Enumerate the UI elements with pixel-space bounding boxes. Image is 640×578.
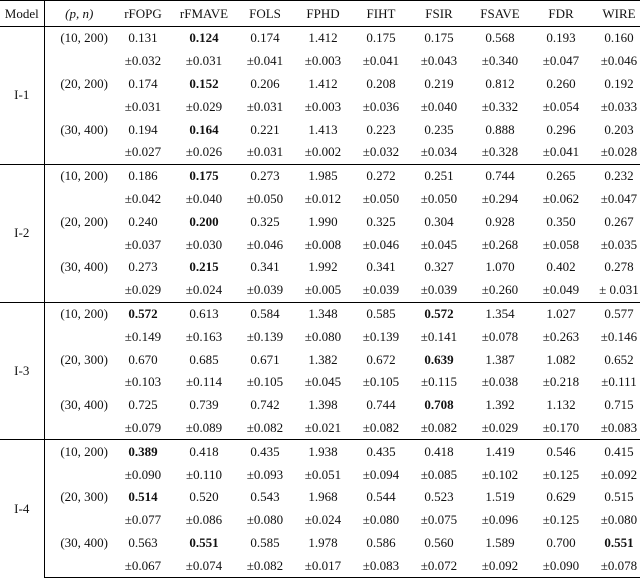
mean-cell: 0.402 — [546, 259, 576, 275]
sd-cell: ±0.047 — [542, 53, 580, 69]
mean-row — [0, 210, 640, 233]
mean-cell: 0.568 — [485, 30, 515, 46]
sd-cell: ±0.027 — [124, 144, 162, 160]
mean-cell: 0.124 — [189, 30, 219, 46]
mean-cell: 0.670 — [128, 351, 158, 367]
pn-label: (30, 400) — [60, 121, 108, 137]
sd-cell: ±0.008 — [304, 236, 342, 252]
pn-label — [44, 95, 114, 118]
sd-cell: ±0.003 — [304, 53, 342, 69]
sd-cell: ±0.080 — [600, 512, 638, 528]
sd-cell: ±0.031 — [246, 144, 284, 160]
sd-row — [0, 95, 640, 118]
sd-cell: ±0.139 — [362, 328, 400, 344]
mean-cell: 0.514 — [128, 489, 158, 505]
mean-cell: 0.267 — [604, 213, 634, 229]
mean-cell: 0.715 — [604, 397, 634, 413]
pn-label: (10, 200) — [44, 302, 114, 325]
mean-cell: 0.739 — [189, 397, 219, 413]
pn-label: (30, 400) — [60, 259, 108, 275]
mean-cell: 0.418 — [172, 440, 236, 463]
sd-cell: ±0.024 — [304, 512, 342, 528]
sd-cell: ±0.067 — [114, 554, 172, 577]
mean-cell: 1.589 — [485, 534, 515, 550]
sd-cell: ±0.093 — [246, 466, 284, 482]
sd-cell: ±0.085 — [420, 466, 458, 482]
mean-cell: 0.572 — [410, 302, 468, 325]
sd-cell: ±0.040 — [185, 190, 223, 206]
pn-label: (10, 200) — [44, 164, 114, 187]
pn-label — [44, 233, 114, 256]
header-cell: FSAVE — [480, 5, 520, 21]
mean-cell: 0.928 — [485, 213, 515, 229]
mean-cell: 0.215 — [189, 259, 219, 275]
sd-cell: ±0.080 — [246, 512, 284, 528]
mean-row — [0, 302, 640, 325]
mean-row — [0, 256, 640, 279]
mean-cell: 0.174 — [128, 75, 158, 91]
sd-cell: ±0.082 — [362, 419, 400, 435]
mean-cell: 0.543 — [250, 489, 280, 505]
pn-label — [44, 463, 114, 486]
sd-row — [0, 141, 640, 164]
mean-cell: 0.304 — [424, 213, 454, 229]
mean-cell: 0.613 — [172, 302, 236, 325]
mean-cell: 0.350 — [546, 213, 576, 229]
pn-label: (30, 400) — [60, 534, 108, 550]
sd-row — [0, 371, 640, 394]
mean-cell: 1.354 — [468, 302, 532, 325]
pn-label — [44, 371, 114, 394]
sd-cell: ±0.149 — [124, 328, 162, 344]
mean-cell: 0.725 — [128, 397, 158, 413]
sd-cell: ±0.086 — [185, 512, 223, 528]
mean-cell: 0.240 — [128, 213, 158, 229]
mean-cell: 0.194 — [128, 121, 158, 137]
sd-cell: ±0.079 — [124, 419, 162, 435]
pn-label — [44, 509, 114, 532]
header-cell: FIHT — [366, 5, 396, 21]
header-cell: FSIR — [425, 5, 453, 21]
mean-cell: 0.219 — [424, 75, 454, 91]
mean-cell: 0.629 — [546, 489, 576, 505]
sd-cell: ± 0.031 — [599, 282, 639, 298]
mean-cell: 0.327 — [424, 259, 454, 275]
model-group — [0, 302, 640, 440]
sd-cell: ±0.041 — [362, 53, 400, 69]
sd-cell: ±0.040 — [420, 98, 458, 114]
mean-cell: 0.174 — [250, 30, 280, 46]
sd-cell: ±0.021 — [304, 419, 342, 435]
mean-cell: 1.027 — [532, 302, 590, 325]
sd-cell: ±0.075 — [420, 512, 458, 528]
mean-cell: 0.585 — [250, 534, 280, 550]
mean-cell: 0.560 — [424, 534, 454, 550]
sd-cell: ±0.039 — [246, 282, 284, 298]
mean-cell: 1.348 — [294, 302, 352, 325]
sd-cell: ±0.074 — [172, 554, 236, 577]
mean-row — [0, 348, 640, 371]
sd-cell: ±0.031 — [124, 98, 162, 114]
sd-cell: ±0.083 — [600, 419, 638, 435]
mean-cell: 1.382 — [308, 351, 338, 367]
sd-cell: ±0.089 — [185, 419, 223, 435]
pn-label — [44, 554, 114, 577]
mean-cell: 0.325 — [250, 213, 280, 229]
sd-cell: ±0.050 — [362, 190, 400, 206]
sd-cell: ±0.080 — [304, 328, 342, 344]
sd-cell: ±0.032 — [362, 144, 400, 160]
sd-cell: ±0.054 — [542, 98, 580, 114]
mean-cell: 0.325 — [366, 213, 396, 229]
sd-cell: ±0.096 — [481, 512, 519, 528]
sd-cell: ±0.031 — [246, 98, 284, 114]
mean-cell: 0.265 — [532, 164, 590, 187]
sd-cell: ±0.115 — [421, 374, 457, 390]
mean-cell: 0.671 — [250, 351, 280, 367]
sd-cell: ±0.125 — [542, 512, 580, 528]
mean-cell: 0.175 — [366, 30, 396, 46]
mean-cell: 1.398 — [308, 397, 338, 413]
sd-cell: ±0.002 — [304, 144, 342, 160]
sd-cell: ±0.030 — [185, 236, 223, 252]
mean-cell: 0.208 — [366, 75, 396, 91]
sd-cell: ±0.294 — [481, 190, 519, 206]
sd-row — [0, 233, 640, 256]
mean-cell: 0.742 — [250, 397, 280, 413]
mean-cell: 0.551 — [189, 534, 219, 550]
sd-cell: ±0.041 — [542, 144, 580, 160]
sd-cell: ±0.163 — [185, 328, 223, 344]
mean-cell: 1.978 — [308, 534, 338, 550]
sd-row — [0, 279, 640, 302]
mean-cell: 0.546 — [532, 440, 590, 463]
sd-cell: ±0.043 — [420, 53, 458, 69]
mean-cell: 0.131 — [128, 30, 158, 46]
sd-cell: ±0.036 — [362, 98, 400, 114]
sd-row — [0, 417, 640, 440]
sd-cell: ±0.090 — [124, 466, 162, 482]
sd-cell: ±0.039 — [420, 282, 458, 298]
sd-cell: ±0.110 — [186, 466, 222, 482]
mean-cell: 1.413 — [308, 121, 338, 137]
mean-cell: 0.200 — [189, 213, 219, 229]
mean-cell: 0.744 — [366, 397, 396, 413]
mean-cell: 0.551 — [604, 534, 634, 550]
pn-label: (10, 200) — [44, 440, 114, 463]
sd-cell: ±0.037 — [124, 236, 162, 252]
sd-cell: ±0.078 — [590, 554, 640, 577]
header-cell: rFOPG — [124, 5, 162, 21]
sd-cell: ±0.139 — [246, 328, 284, 344]
sd-cell: ±0.003 — [304, 98, 342, 114]
sd-cell: ±0.328 — [481, 144, 519, 160]
sd-cell: ±0.080 — [362, 512, 400, 528]
mean-cell: 0.186 — [114, 164, 172, 187]
mean-cell: 0.685 — [189, 351, 219, 367]
sd-cell: ±0.045 — [304, 374, 342, 390]
mean-cell: 0.563 — [128, 534, 158, 550]
mean-cell: 0.232 — [590, 164, 640, 187]
mean-row — [0, 532, 640, 555]
mean-cell: 0.652 — [604, 351, 634, 367]
header-cell: FPHD — [306, 5, 340, 21]
sd-cell: ±0.263 — [542, 328, 580, 344]
sd-cell: ±0.268 — [481, 236, 519, 252]
sd-cell: ±0.031 — [185, 53, 223, 69]
sd-cell: ±0.094 — [362, 466, 400, 482]
header-cell: FOLS — [249, 5, 281, 21]
mean-cell: 0.708 — [424, 397, 454, 413]
sd-cell: ±0.077 — [124, 512, 162, 528]
mean-cell: 0.415 — [590, 440, 640, 463]
sd-cell: ±0.042 — [124, 190, 162, 206]
pn-label: (20, 300) — [60, 351, 108, 367]
sd-cell: ±0.039 — [362, 282, 400, 298]
sd-cell: ±0.033 — [600, 98, 638, 114]
mean-cell: 0.577 — [590, 302, 640, 325]
mean-cell: 1.412 — [308, 30, 338, 46]
mean-cell: 0.435 — [236, 440, 294, 463]
mean-cell: 0.515 — [604, 489, 634, 505]
sd-cell: ±0.047 — [600, 190, 638, 206]
mean-cell: 0.586 — [366, 534, 396, 550]
mean-cell: 0.700 — [546, 534, 576, 550]
pn-label: (20, 200) — [60, 75, 108, 91]
sd-row — [0, 463, 640, 486]
mean-cell: 0.278 — [604, 259, 634, 275]
sd-cell: ±0.102 — [481, 466, 519, 482]
sd-cell: ±0.260 — [481, 282, 519, 298]
mean-cell: 0.389 — [114, 440, 172, 463]
mean-cell: 1.132 — [546, 397, 576, 413]
model-group — [0, 164, 640, 302]
sd-cell: ±0.062 — [542, 190, 580, 206]
sd-cell: ±0.082 — [236, 554, 294, 577]
mean-cell: 0.235 — [424, 121, 454, 137]
sd-cell: ±0.012 — [304, 190, 342, 206]
pn-label — [44, 50, 114, 73]
mean-cell: 0.520 — [189, 489, 219, 505]
mean-cell: 0.164 — [189, 121, 219, 137]
sd-cell: ±0.029 — [124, 282, 162, 298]
sd-cell: ±0.026 — [185, 144, 223, 160]
sd-cell: ±0.029 — [185, 98, 223, 114]
sd-cell: ±0.078 — [481, 328, 519, 344]
sd-cell: ±0.083 — [352, 554, 410, 577]
mean-cell: 1.419 — [468, 440, 532, 463]
sd-cell: ±0.041 — [246, 53, 284, 69]
mean-cell: 0.251 — [410, 164, 468, 187]
mean-cell: 0.523 — [424, 489, 454, 505]
mean-cell: 0.639 — [424, 351, 454, 367]
pn-label — [44, 325, 114, 348]
header-row — [0, 1, 640, 27]
sd-cell: ±0.024 — [185, 282, 223, 298]
pn-label — [44, 141, 114, 164]
mean-cell: 0.203 — [604, 121, 634, 137]
mean-cell: 0.192 — [604, 75, 634, 91]
mean-cell: 0.584 — [236, 302, 294, 325]
sd-cell: ±0.114 — [186, 374, 222, 390]
mean-cell: 0.223 — [366, 121, 396, 137]
sd-cell: ±0.051 — [304, 466, 342, 482]
sd-cell: ±0.218 — [542, 374, 580, 390]
pn-label: (20, 200) — [60, 213, 108, 229]
pn-label — [44, 188, 114, 211]
sd-cell: ±0.050 — [420, 190, 458, 206]
sd-cell: ±0.005 — [304, 282, 342, 298]
mean-cell: 1.968 — [308, 489, 338, 505]
header-cell: WIRE — [602, 5, 636, 21]
mean-cell: 0.572 — [114, 302, 172, 325]
sd-cell: ±0.029 — [481, 419, 519, 435]
mean-row — [0, 118, 640, 141]
sd-cell: ±0.032 — [124, 53, 162, 69]
mean-cell: 0.585 — [352, 302, 410, 325]
header-cell: rFMAVE — [179, 5, 229, 21]
mean-cell: 0.341 — [250, 259, 280, 275]
header-cell: Model — [0, 1, 44, 27]
mean-cell: 1.082 — [546, 351, 576, 367]
mean-cell: 0.160 — [604, 30, 634, 46]
mean-cell: 1.387 — [485, 351, 515, 367]
mean-cell: 1.412 — [308, 75, 338, 91]
sd-row — [0, 554, 640, 577]
mean-cell: 1.392 — [485, 397, 515, 413]
mean-cell: 0.260 — [546, 75, 576, 91]
model-label: I-4 — [0, 440, 44, 578]
sd-cell: ±0.028 — [600, 144, 638, 160]
sd-cell: ±0.340 — [481, 53, 519, 69]
mean-row — [0, 440, 640, 463]
sd-cell: ±0.146 — [600, 328, 638, 344]
sd-cell: ±0.105 — [246, 374, 284, 390]
sd-cell: ±0.105 — [362, 374, 400, 390]
mean-cell: 0.341 — [366, 259, 396, 275]
mean-cell: 0.273 — [236, 164, 294, 187]
sd-cell: ±0.046 — [362, 236, 400, 252]
pn-label — [44, 417, 114, 440]
mean-cell: 0.812 — [485, 75, 515, 91]
mean-cell: 1.990 — [308, 213, 338, 229]
sd-cell: ±0.170 — [542, 419, 580, 435]
mean-cell: 0.175 — [172, 164, 236, 187]
mean-cell: 0.744 — [468, 164, 532, 187]
sd-row — [0, 50, 640, 73]
mean-row — [0, 164, 640, 187]
mean-cell: 0.435 — [352, 440, 410, 463]
mean-row — [0, 394, 640, 417]
mean-cell: 0.544 — [366, 489, 396, 505]
mean-cell: 0.672 — [366, 351, 396, 367]
mean-cell: 1.985 — [294, 164, 352, 187]
header-cell: FDR — [548, 5, 574, 21]
mean-cell: 0.152 — [189, 75, 219, 91]
model-group — [0, 27, 640, 165]
sd-cell: ±0.090 — [532, 554, 590, 577]
mean-cell: 1.938 — [294, 440, 352, 463]
sd-cell: ±0.125 — [542, 466, 580, 482]
sd-cell: ±0.046 — [246, 236, 284, 252]
sd-row — [0, 509, 640, 532]
mean-row — [0, 73, 640, 96]
sd-cell: ±0.092 — [600, 466, 638, 482]
mean-cell: 1.519 — [485, 489, 515, 505]
mean-cell: 1.992 — [308, 259, 338, 275]
sd-cell: ±0.038 — [481, 374, 519, 390]
sd-cell: ±0.049 — [542, 282, 580, 298]
pn-label: (10, 200) — [60, 30, 108, 46]
header-cell: (p, n) — [65, 5, 94, 21]
sd-cell: ±0.034 — [420, 144, 458, 160]
mean-row — [0, 486, 640, 509]
mean-cell: 0.888 — [485, 121, 515, 137]
sd-cell: ±0.103 — [124, 374, 162, 390]
mean-cell: 0.418 — [410, 440, 468, 463]
model-label: I-3 — [0, 302, 44, 440]
sd-cell: ±0.017 — [294, 554, 352, 577]
pn-label: (20, 300) — [60, 489, 108, 505]
model-label: I-1 — [0, 27, 44, 165]
sd-cell: ±0.082 — [420, 419, 458, 435]
sd-cell: ±0.045 — [420, 236, 458, 252]
sd-row — [0, 325, 640, 348]
mean-cell: 0.273 — [128, 259, 158, 275]
sd-cell: ±0.046 — [600, 53, 638, 69]
sd-cell: ±0.111 — [601, 374, 637, 390]
mean-cell: 0.296 — [546, 121, 576, 137]
mean-cell: 0.272 — [352, 164, 410, 187]
model-group — [0, 440, 640, 578]
sd-cell: ±0.332 — [481, 98, 519, 114]
sd-cell: ±0.141 — [420, 328, 458, 344]
sd-cell: ±0.072 — [410, 554, 468, 577]
mean-row — [0, 27, 640, 50]
model-label: I-2 — [0, 164, 44, 302]
pn-label — [44, 279, 114, 302]
mean-cell: 0.206 — [250, 75, 280, 91]
mean-cell: 1.070 — [485, 259, 515, 275]
pn-label: (30, 400) — [60, 397, 108, 413]
sd-cell: ±0.050 — [246, 190, 284, 206]
sd-row — [0, 188, 640, 211]
mean-cell: 0.175 — [424, 30, 454, 46]
sd-cell: ±0.058 — [542, 236, 580, 252]
mean-cell: 0.221 — [250, 121, 280, 137]
sd-cell: ±0.082 — [246, 419, 284, 435]
sd-cell: ±0.035 — [600, 236, 638, 252]
mean-cell: 0.193 — [546, 30, 576, 46]
sd-cell: ±0.092 — [468, 554, 532, 577]
